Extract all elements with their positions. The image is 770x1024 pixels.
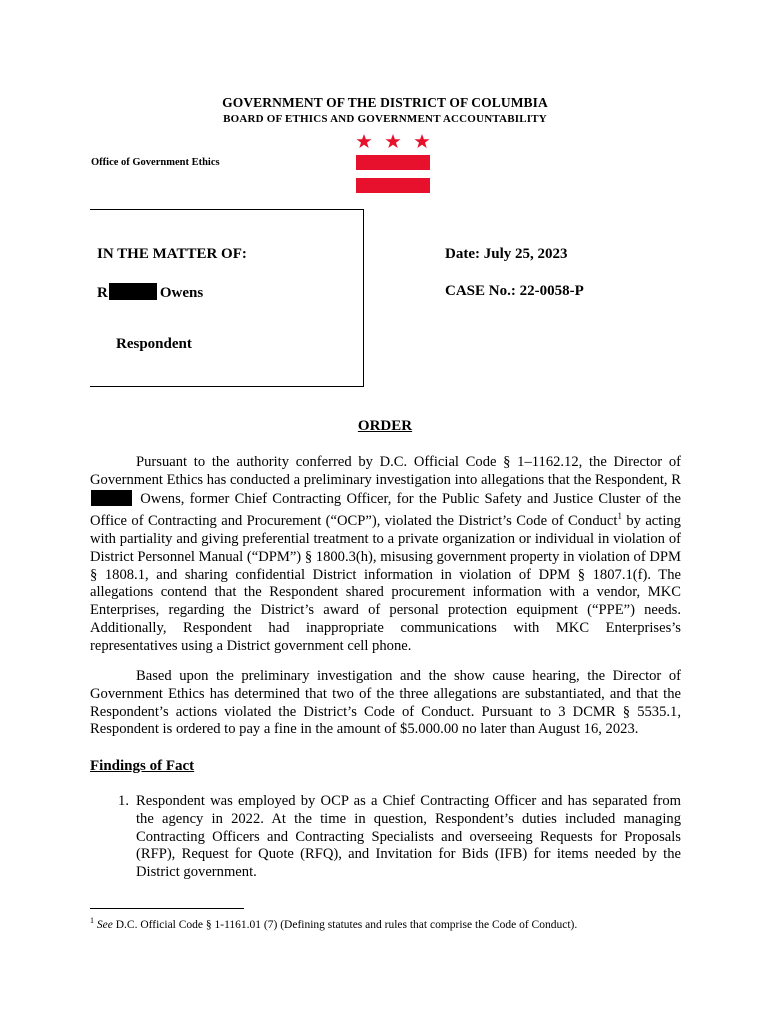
header-government: GOVERNMENT OF THE DISTRICT OF COLUMBIA: [222, 95, 548, 110]
p1-text-c: by acting with partiality and giving preferential treatment to a private organization or individual in violation of District Personnel Manual (“DPM”) § 1800.3(h), misusing government property in violation of DPM § 1808.1, and sharing confidential District information in violation of DPM § 1807.1(f). The allegations contend that the Respondent shared procurement information with a vendor, MKC Enterprises, regarding the District’s award of personal protection equipment (“PPE”) needs. Additionally, Respondent had inappropriate communications with MKC Enterprises’s representatives using a District government cell phone.: [90, 513, 681, 654]
case-number: CASE No.: 22-0058-P: [445, 283, 584, 299]
footnote-text: D.C. Official Code § 1-1161.01 (7) (Defining statutes and rules that comprise the Code of Conduct).: [115, 918, 578, 931]
p2-text: Based upon the preliminary investigation and the show cause hearing, the Director of Government Ethics has determined that two of the three allegations are substantiated, and that the Respondent’s actions violated the District’s Code of Conduct. Pursuant to 3 DCMR § 5535.1, Respondent is ordered to pay a fine in the amount of $5.000.00 no later than August 16, 2023.: [90, 668, 681, 738]
p1-initial: R: [671, 471, 682, 488]
order-title: ORDER: [357, 418, 413, 434]
p1-text-b: Owens, former Chief Contracting Officer, for the Public Safety and Justice Cluster of the Office of Contracting and Procurement (“OCP”), violated the District’s Code of Conduct: [90, 490, 681, 530]
name-initial: R: [97, 285, 108, 301]
footnote: [90, 916, 681, 931]
star-icon: [386, 134, 401, 148]
star-icon: [415, 134, 430, 148]
matter-label: IN THE MATTER OF:: [97, 246, 247, 262]
list-item-number: 1.: [118, 793, 129, 809]
name-last: Owens: [159, 285, 204, 301]
findings-list: [90, 793, 681, 882]
respondent-name: [97, 283, 203, 302]
order-date: Date: July 25, 2023: [445, 246, 568, 262]
footnote-divider: [90, 908, 244, 909]
order-paragraph-2: [90, 668, 681, 739]
order-paragraph-1: [90, 454, 681, 656]
header-board: BOARD OF ETHICS AND GOVERNMENT ACCOUNTABILITY: [223, 113, 547, 125]
footnote-see: See: [96, 918, 113, 931]
p1-text-a: Pursuant to the authority conferred by D.C. Official Code § 1–1162.12, the Director of Government Ethics has conducted a preliminary investigation into allegations that the Respondent,: [90, 454, 681, 488]
list-item: [90, 793, 681, 882]
footnote-number: 1: [90, 916, 94, 925]
findings-title: Findings of Fact: [90, 758, 195, 774]
flag-bar-top: [356, 155, 430, 170]
redaction-block: [109, 283, 157, 300]
respondent-label: Respondent: [116, 336, 192, 352]
star-icon: [357, 134, 372, 148]
list-item-text: Respondent was employed by OCP as a Chief Contracting Officer and has separated from the agency in 2022. At the time in question, Respondent’s duties included managing Contracting Officers and Contracting Specialists and overseeing Requests for Proposals (RFP), Request for Quote (RFQ), and Invitation for Bids (IFB) for items needed by the District government.: [136, 793, 681, 881]
redaction-block: [91, 490, 132, 506]
footnote-ref[interactable]: 1: [617, 511, 622, 522]
dc-flag-logo: [356, 133, 430, 195]
flag-bar-bottom: [356, 178, 430, 193]
office-name: Office of Government Ethics: [91, 157, 220, 168]
